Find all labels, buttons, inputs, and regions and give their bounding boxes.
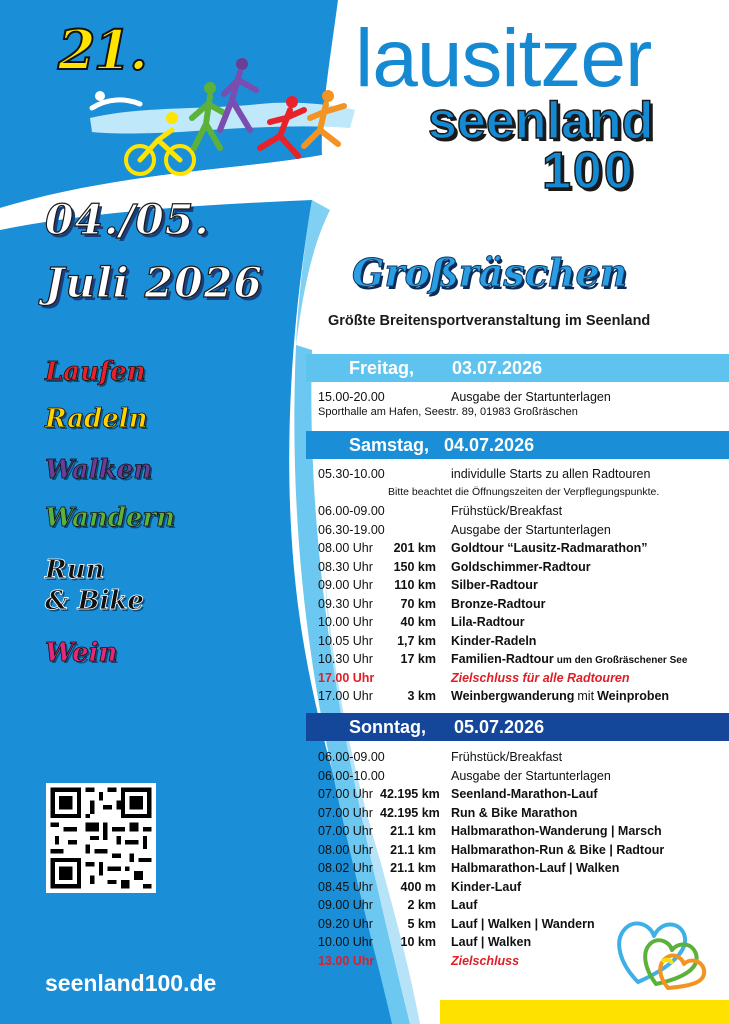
schedule-row <box>318 767 729 785</box>
row-distance: 110 km <box>394 578 436 592</box>
row-desc <box>451 859 619 877</box>
row-distance: 10 km <box>400 935 436 949</box>
row-desc <box>451 521 611 539</box>
row-desc <box>451 878 521 896</box>
row-desc-text: Zielschluss <box>451 953 520 968</box>
schedule-row <box>318 859 729 877</box>
row-time: 13.00 Uhr <box>318 953 375 968</box>
row-desc-text: Goldtour “Lausitz-Radmarathon” <box>451 541 648 555</box>
row-distance: 150 km <box>393 559 436 574</box>
row-desc-text: Zielschluss für alle Radtouren <box>451 670 630 685</box>
day-date: 05.07.2026 <box>454 717 545 737</box>
title-seenland: seenland <box>428 92 654 150</box>
row-desc-text: Lila-Radtour <box>451 615 525 629</box>
schedule-row <box>318 748 729 766</box>
row-desc-text: Ausgabe der Startunterlagen <box>451 768 611 783</box>
row-desc <box>451 952 519 970</box>
row-time: 09.30 Uhr <box>318 596 373 611</box>
hearts-icon <box>610 902 710 992</box>
row-time: 09.20 Uhr <box>318 916 373 931</box>
row-distance: 21.1 km <box>390 861 436 875</box>
day-date: 03.07.2026 <box>452 358 543 378</box>
row-desc-extra: mit <box>577 689 595 703</box>
schedule-row <box>318 687 729 705</box>
row-desc <box>451 896 477 914</box>
row-time: 07.00 Uhr <box>318 824 373 838</box>
schedule-row <box>318 613 729 631</box>
sport-bike: & Bike <box>45 586 144 616</box>
row-desc <box>451 785 598 803</box>
row-desc-text: Kinder-Radeln <box>451 633 537 648</box>
row-desc-text: Seenland-Marathon-Lauf <box>451 787 598 801</box>
day-header-sunday <box>306 713 729 741</box>
row-time: 08.02 Uhr <box>318 861 373 875</box>
row-desc-text: Lauf | Walken | Wandern <box>451 916 595 931</box>
row-time: 17.00 Uhr <box>318 670 375 685</box>
row-time: 06.00-10.00 <box>318 768 385 783</box>
row-desc-text: Lauf | Walken <box>451 935 532 949</box>
event-date-days: 04./05. <box>45 196 210 244</box>
day-header-friday <box>306 354 729 382</box>
row-distance: 400 m <box>400 879 436 894</box>
row-time: 07.00 Uhr <box>318 805 373 820</box>
row-desc-text: Familien-Radtour <box>451 652 554 666</box>
row-desc <box>451 613 525 631</box>
row-desc-extra: Weinproben <box>597 689 670 703</box>
row-time: 08.45 Uhr <box>318 879 373 894</box>
row-desc <box>451 841 664 859</box>
row-time: 08.00 Uhr <box>318 842 373 857</box>
row-desc-text: Frühstück/Breakfast <box>451 504 563 518</box>
edition-number: 21. <box>58 18 146 82</box>
row-desc-text: Lauf <box>451 898 478 912</box>
row-desc <box>451 650 687 670</box>
row-desc <box>451 748 562 766</box>
event-date-month: Juli 2026 <box>45 259 263 307</box>
row-desc <box>451 915 595 933</box>
row-time: 09.00 Uhr <box>318 898 373 912</box>
row-distance: 40 km <box>400 615 436 629</box>
row-time: 07.00 Uhr <box>318 787 373 801</box>
row-desc-text: Weinbergwanderung <box>451 689 575 703</box>
row-desc <box>451 539 648 557</box>
schedule-row <box>318 804 729 822</box>
row-distance: 42.195 km <box>380 805 440 820</box>
sport-wein: Wein <box>45 638 118 668</box>
day-date: 04.07.2026 <box>444 435 535 455</box>
row-distance: 3 km <box>407 689 436 703</box>
row-desc <box>451 632 536 650</box>
day-name: Freitag, <box>349 358 415 378</box>
sport-walken: Walken <box>45 455 153 485</box>
saturday-note: Bitte beachtet die Öffnungszeiten der Verpflegungspunkte. <box>388 486 660 498</box>
row-distance: 17 km <box>400 652 436 666</box>
schedule-row <box>318 785 729 803</box>
row-distance: 42.195 km <box>380 787 440 801</box>
row-desc-text: Halbmarathon-Lauf | Walken <box>451 861 620 875</box>
row-time: 05.30-10.00 <box>318 467 385 481</box>
row-desc <box>451 576 538 594</box>
row-desc-text: Silber-Radtour <box>451 578 538 592</box>
row-desc-text: Ausgabe der Startunterlagen <box>451 522 611 537</box>
sport-laufen: Laufen <box>45 357 146 387</box>
day-header-saturday <box>306 431 729 459</box>
website-link[interactable]: seenland100.de <box>45 970 217 996</box>
row-desc <box>451 502 562 520</box>
row-desc-extra: um den Großräschener See <box>556 655 688 666</box>
row-desc-text: Halbmarathon-Wanderung | Marsch <box>451 824 662 838</box>
row-time: 15.00-20.00 <box>318 390 385 404</box>
row-desc <box>451 822 662 840</box>
row-distance: 21.1 km <box>390 824 436 838</box>
row-distance: 201 km <box>393 541 436 555</box>
row-desc-text: Halbmarathon-Run & Bike | Radtour <box>451 842 665 857</box>
schedule-row <box>318 388 729 406</box>
schedule-row <box>318 502 729 520</box>
row-distance: 21.1 km <box>390 842 436 857</box>
schedule-row <box>318 822 729 840</box>
day-name: Sonntag, <box>349 717 426 737</box>
row-time: 08.00 Uhr <box>318 541 373 555</box>
row-time: 06.00-09.00 <box>318 750 385 764</box>
row-distance: 2 km <box>407 898 436 912</box>
row-desc-text: Frühstück/Breakfast <box>451 750 563 764</box>
row-desc-text: Run & Bike Marathon <box>451 805 578 820</box>
row-desc <box>451 767 611 785</box>
schedule-row <box>318 841 729 859</box>
row-time: 10.00 Uhr <box>318 615 373 629</box>
sport-wandern: Wandern <box>45 503 176 533</box>
schedule-row <box>318 465 729 483</box>
row-desc-text: Kinder-Lauf <box>451 879 522 894</box>
title-100: 100 <box>542 142 635 200</box>
row-time: 09.00 Uhr <box>318 578 373 592</box>
row-distance: 5 km <box>407 916 436 931</box>
schedule-row <box>318 669 729 687</box>
row-desc <box>451 669 630 687</box>
qr-code[interactable] <box>46 783 156 893</box>
row-time: 17.00 Uhr <box>318 689 373 703</box>
row-desc <box>451 933 531 951</box>
sport-run: Run <box>45 555 105 585</box>
row-time: 06.30-19.00 <box>318 522 385 537</box>
title-lausitzer: lausitzer <box>355 13 652 104</box>
schedule-row <box>318 576 729 594</box>
row-time: 10.30 Uhr <box>318 652 373 666</box>
row-desc-text: Goldschimmer-Radtour <box>451 559 591 574</box>
row-distance: 70 km <box>400 596 436 611</box>
row-desc <box>451 687 669 705</box>
sport-radeln: Radeln <box>45 404 148 434</box>
row-time: 06.00-09.00 <box>318 504 385 518</box>
subtitle: Größte Breitensportveranstaltung im Seenland <box>328 313 651 329</box>
row-desc <box>451 804 577 822</box>
schedule-row <box>318 650 729 668</box>
friday-venue-note: Sporthalle am Hafen, Seestr. 89, 01983 Großräschen <box>318 406 578 418</box>
row-time: 08.30 Uhr <box>318 559 373 574</box>
row-time: 10.05 Uhr <box>318 633 373 648</box>
schedule-row <box>318 521 729 539</box>
row-distance: 1,7 km <box>397 633 436 648</box>
day-name: Samstag, <box>349 435 430 455</box>
row-desc <box>451 595 545 613</box>
schedule-row <box>318 595 729 613</box>
row-desc-text: Bronze-Radtour <box>451 596 546 611</box>
location-title: Großräschen <box>352 250 628 295</box>
schedule-row <box>318 558 729 576</box>
schedule-row <box>318 539 729 557</box>
row-desc: individulle Starts zu allen Radtouren <box>451 467 651 481</box>
row-desc <box>451 558 591 576</box>
row-time: 10.00 Uhr <box>318 935 373 949</box>
row-desc: Ausgabe der Startunterlagen <box>451 390 611 404</box>
schedule-row <box>318 632 729 650</box>
schedule-row <box>318 878 729 896</box>
